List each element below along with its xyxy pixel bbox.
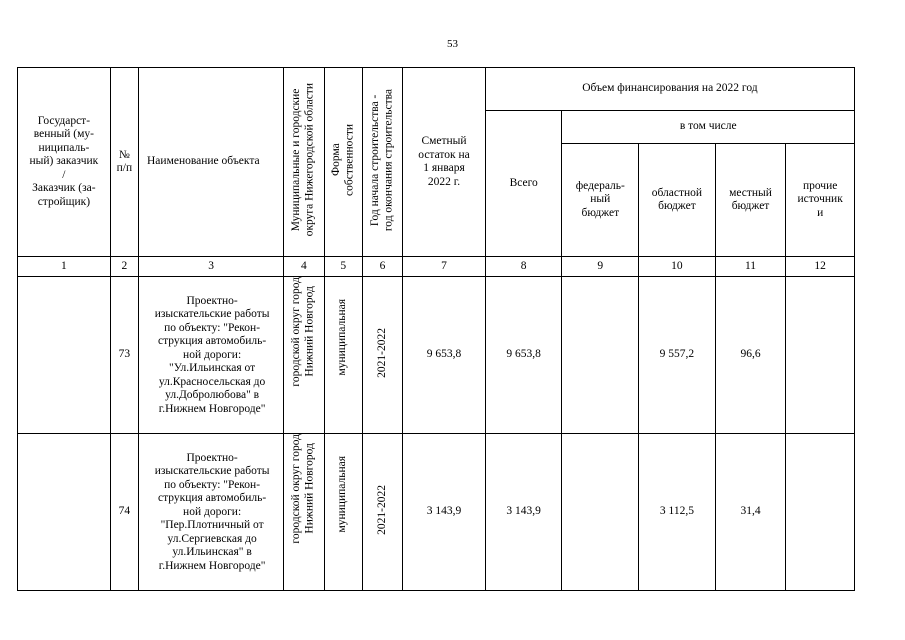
header-federal: федераль- ный бюджет <box>562 144 639 257</box>
cell-municipality-cell <box>284 434 324 591</box>
header-ownership-cell <box>324 68 362 257</box>
cell-local: 96,6 <box>715 277 786 434</box>
cell-years: 2021-2022 <box>375 484 388 535</box>
table-row <box>18 434 855 591</box>
cell-years-cell <box>362 434 402 591</box>
cell-num: 73 <box>110 277 138 434</box>
cell-municipality: городской округ город Нижний Новгород <box>290 434 316 544</box>
header-total: Всего <box>485 111 562 257</box>
header-ownership: Форма собственности <box>329 123 356 196</box>
cell-municipality-cell <box>284 277 324 434</box>
header-years: Год начала строительства - год окончания строительства <box>369 88 395 231</box>
cell-regional: 3 112,5 <box>639 434 716 591</box>
column-number: 5 <box>324 257 362 277</box>
cell-estimate: 3 143,9 <box>403 434 486 591</box>
header-regional: областной бюджет <box>639 144 716 257</box>
column-number: 7 <box>403 257 486 277</box>
header-other: прочие источник и <box>786 144 855 257</box>
cell-federal <box>562 277 639 434</box>
header-including: в том числе <box>562 111 855 144</box>
column-number: 10 <box>639 257 716 277</box>
cell-municipality: городской округ город Нижний Новгород <box>290 277 316 387</box>
header-estimate: Сметный остаток на 1 января 2022 г. <box>403 68 486 257</box>
cell-ownership: муниципальная <box>336 299 349 376</box>
cell-ownership-cell <box>324 277 362 434</box>
cell-object-name: Проектно- изыскательские работы по объекту: "Рекон- струкция автомобиль- ной дороги: "Ул.Ильинская от ул.Красносельская до ул.Добролюбова" в г.Нижнем Новгороде" <box>139 277 284 434</box>
column-number: 1 <box>18 257 111 277</box>
column-number: 11 <box>715 257 786 277</box>
cell-object-name: Проектно- изыскательские работы по объекту: "Рекон- струкция автомобиль- ной дороги: "Пер.Плотничный от ул.Сергиевская до ул.Ильинская" в г.Нижнем Новгороде" <box>139 434 284 591</box>
header-num: № п/п <box>110 68 138 257</box>
page-number: 53 <box>447 38 458 50</box>
cell-years: 2021-2022 <box>375 327 388 378</box>
cell-num: 74 <box>110 434 138 591</box>
table-row <box>18 277 855 434</box>
financing-table <box>17 67 855 591</box>
column-number: 4 <box>284 257 324 277</box>
cell-total: 9 653,8 <box>485 277 562 434</box>
header-municipality: Муниципальные и городские округа Нижегородской области <box>290 83 316 237</box>
cell-other <box>786 277 855 434</box>
cell-local: 31,4 <box>715 434 786 591</box>
header-financing: Объем финансирования на 2022 год <box>485 68 854 111</box>
cell-ownership-cell <box>324 434 362 591</box>
cell-estimate: 9 653,8 <box>403 277 486 434</box>
column-number: 3 <box>139 257 284 277</box>
cell-other <box>786 434 855 591</box>
cell-customer <box>18 277 111 434</box>
column-number: 2 <box>110 257 138 277</box>
column-number: 6 <box>362 257 402 277</box>
header-years-cell <box>362 68 402 257</box>
cell-federal <box>562 434 639 591</box>
cell-ownership: муниципальная <box>336 456 349 533</box>
column-number-row <box>18 257 855 277</box>
header-object-name: Наименование объекта <box>139 68 284 257</box>
header-local: местный бюджет <box>715 144 786 257</box>
column-number: 9 <box>562 257 639 277</box>
cell-total: 3 143,9 <box>485 434 562 591</box>
column-number: 8 <box>485 257 562 277</box>
header-customer: Государст- венный (му- ниципаль- ный) заказчик / Заказчик (за- стройщик) <box>18 68 111 257</box>
header-municipality-cell <box>284 68 324 257</box>
cell-years-cell <box>362 277 402 434</box>
cell-customer <box>18 434 111 591</box>
cell-regional: 9 557,2 <box>639 277 716 434</box>
column-number: 12 <box>786 257 855 277</box>
